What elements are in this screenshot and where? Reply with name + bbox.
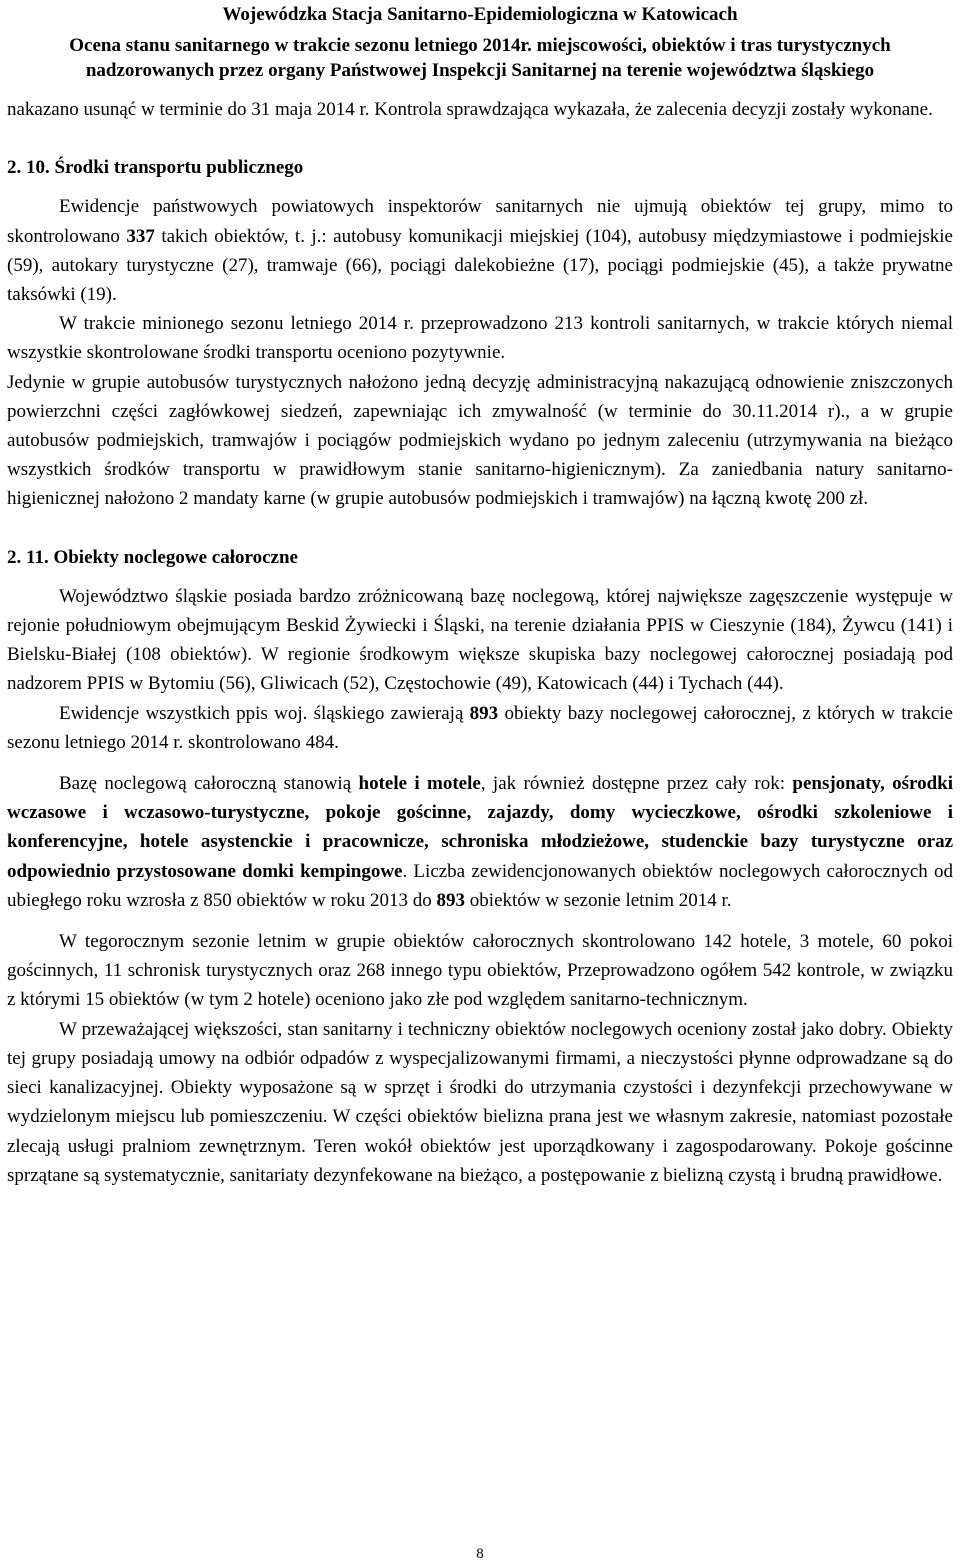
- bold-number: 337: [126, 225, 155, 247]
- text-run: obiektów w sezonie letnim 2014 r.: [465, 889, 732, 911]
- intro-paragraph: nakazano usunąć w terminie do 31 maja 2014 r. Kontrola sprawdzająca wykazała, że zalecenia decyzji zostały wykonane.: [7, 99, 933, 120]
- document-page: [7, 0, 953, 1190]
- section-2-10-paragraph-3: Jedynie w grupie autobusów turystycznych nałożono jedną decyzję administracyjną nakazującą odnowienie zniszczonych powierzchni części zagłówkowej siedzeń, zapewniając ich zmywalność (w terminie do 30.11.2014 r)., a w grupie autobusów podmiejskich, tramwajów i pociągów podmiejskich wydano po jednym zaleceniu (utrzymywania na bieżąco wszystkich środków transportu w prawidłowym stanie sanitarno-higienicznym). Za zaniedbania natury sanitarno-higienicznej nałożono 2 mandaty karne (w grupie autobusów podmiejskich i tramwajów) na łączną kwotę 200 zł.: [7, 371, 953, 510]
- text-run: takich obiektów, t. j.: autobusy komunikacji miejskiej (104), autobusy międzymiastowe i podmiejskie (59), autokary turystyczne (27), tramwaje (66), pociągi dalekobieżne (17), pociągi podmiejskie (45), a także prywatne taksówki (19).: [7, 225, 953, 306]
- section-2-10-paragraph-2: W trakcie minionego sezonu letniego 2014 r. przeprowadzono 213 kontroli sanitarnych, w trakcie których niemal wszystkie skontrolowane środki transportu oceniono pozytywnie.: [7, 313, 953, 364]
- bold-number: 893: [469, 702, 499, 724]
- section-2-11-paragraph-1: Województwo śląskie posiada bardzo zróżnicowaną bazę noclegową, której największe zagęszczenie występuje w rejonie południowym obejmującym Beskid Żywiecki i Śląski, na terenie działania PPIS w Cieszynie (184), Żywcu (141) i Bielsku-Białej (108 obiektów). W regionie środkowym większe skupiska bazy noclegowej całorocznej posiadają pod nadzorem PPIS w Bytomiu (56), Gliwicach (52), Częstochowie (49), Katowicach (44) i Tychach (44).: [7, 585, 953, 695]
- section-2-11-paragraph-3: [7, 769, 953, 915]
- header-institution: Wojewódzka Stacja Sanitarno-Epidemiologiczna w Katowicach: [222, 4, 738, 25]
- text-run: , jak również dostępne przez cały rok:: [480, 773, 793, 795]
- text-run: Bazę noclegową całoroczną stanowią: [59, 773, 359, 795]
- text-run: . Liczba zewidencjonowanych obiektów noclegowych całorocznych od ubiegłego roku wzrosła z 850 obiektów w roku 2013 do: [7, 860, 953, 911]
- header-report-title: Ocena stanu sanitarnego w trakcie sezonu letniego 2014r. miejscowości, obiektów i tras turystycznych nadzorowanych przez organy Państwowej Inspekcji Sanitarnej na terenie województwa śląskiego: [69, 35, 891, 81]
- text-run: Ewidencje państwowych powiatowych inspektorów sanitarnych nie ujmują obiektów tej grupy, mimo to skontrolowano: [7, 196, 953, 247]
- bold-text: hotele i motele: [358, 773, 481, 795]
- section-2-10-paragraph-1: [7, 192, 953, 309]
- section-2-11-paragraph-2: [7, 699, 953, 757]
- text-run: obiekty bazy noclegowej całorocznej, z których w trakcie sezonu letniego 2014 r. skontrolowano 484.: [7, 702, 953, 753]
- section-heading-2-11: 2. 11. Obiekty noclegowe całoroczne: [7, 546, 298, 568]
- text-run: Ewidencje wszystkich ppis woj. śląskiego zawierają: [59, 702, 470, 724]
- section-2-11-paragraph-5: W przeważającej większości, stan sanitarny i techniczny obiektów noclegowych oceniony został jako dobry. Obiekty tej grupy posiadają umowy na odbiór odpadów z wyspecjalizowanymi firmami, a nieczystości płynne odprowadzane są do sieci kanalizacyjnej. Obiekty wyposażone są w sprzęt i środki do utrzymania czystości i dezynfekcji przechowywane w wydzielonym miejscu lub pomieszczeniu. W części obiektów bielizna prana jest we własnym zakresie, natomiast pozostałe zlecają usługi pralniom zewnętrznym. Teren wokół obiektów jest uporządkowany i zagospodarowany. Pokoje gościnne sprzątane są systematycznie, sanitariaty dezynfekowane na bieżąco, a postępowanie z bielizną czystą i brudną prawidłowe.: [7, 1018, 953, 1186]
- section-2-11-paragraph-4: W tegorocznym sezonie letnim w grupie obiektów całorocznych skontrolowano 142 hotele, 3 motele, 60 pokoi gościnnych, 11 schronisk turystycznych oraz 268 innego typu obiektów, Przeprowadzono ogółem 542 kontrole, w związku z którymi 15 obiektów (w tym 2 hotele) oceniono jako złe pod względem sanitarno-technicznym.: [7, 931, 953, 1011]
- page-number: 8: [476, 1546, 484, 1562]
- bold-number: 893: [436, 889, 466, 911]
- bold-text: pensjonaty, ośrodki wczasowe i wczasowo-turystyczne, pokoje gościnne, zajazdy, domy wycieczkowe, ośrodki szkoleniowe i konferencyjne, hotele asystenckie i pracownicze, schroniska młodzieżowe, studenckie bazy turystyczne oraz odpowiednio przystosowane domki kempingowe: [7, 773, 954, 882]
- section-heading-2-10: 2. 10. Środki transportu publicznego: [7, 157, 304, 179]
